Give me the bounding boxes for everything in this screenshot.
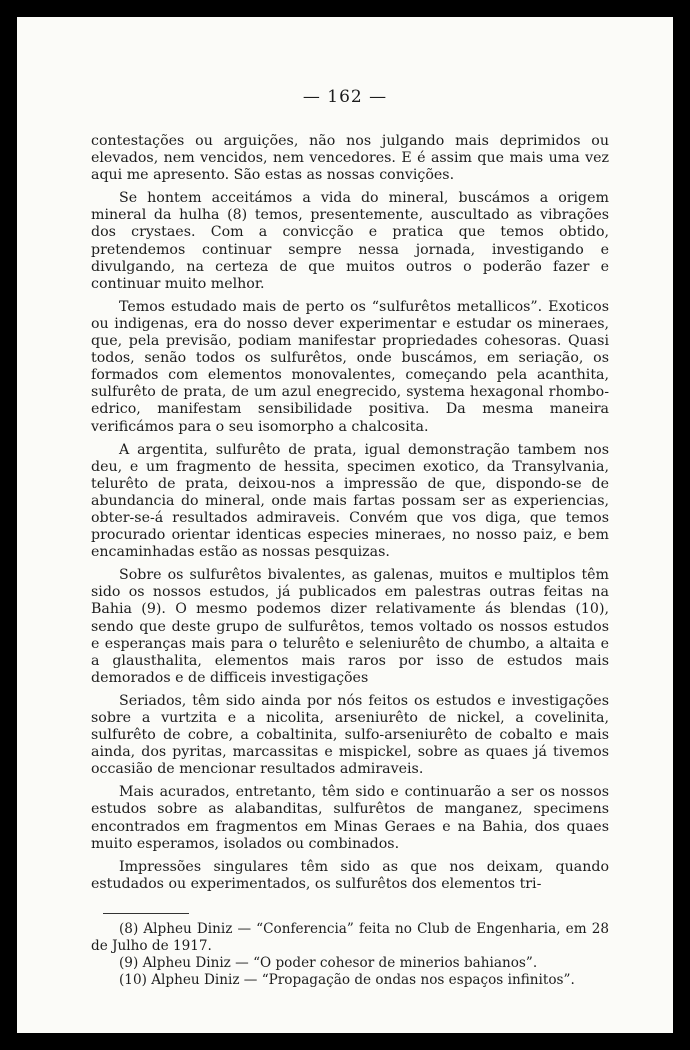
paragraph-5: Sobre os sulfurêtos bivalentes, as galenas, muitos e multiplos têm sido os nossos estudos, já publicados em palestras outras feitas na Bahia (9). O mesmo podemos dizer relativamente ás blendas (10), sendo que deste grupo de sulfurêtos, temos voltado os nossos estudos e esperanças mais para o telurêto e seleniurêto de chumbo, a altaita e a glausthalita, elementos mais raros por isso de estudos mais demorados e de difficeis investigações [91, 567, 609, 686]
body-text [91, 133, 609, 899]
footnote-rule [103, 913, 189, 914]
paragraph-7: Mais acurados, entretanto, têm sido e continuarão a ser os nossos estudos sobre as alabanditas, sulfurêtos de manganez, specimens encontrados em fragmentos em Minas Geraes e na Bahia, dos quaes muito esperamos, isolados ou combinados. [91, 784, 609, 852]
footnote-10: (10) Alpheu Diniz — “Propagação de ondas nos espaços infinitos”. [119, 972, 575, 988]
footnote-8: (8) Alpheu Diniz — “Conferencia” feita no Club de Engenharia, em 28 de Julho de 1917. [91, 921, 609, 954]
paragraph-4: A argentita, sulfurêto de prata, igual demonstração tambem nos deu, e um fragmento de hessita, specimen exotico, da Transylvania, telurêto de prata, deixou-nos a impressão de que, dispondo-se de abundancia do mineral, onde mais fartas possam ser as experiencias, obter-se-á resultados admiraveis. Convém que vos diga, que temos procurado orientar identicas especies mineraes, no nosso paiz, e bem encaminhadas estão as nossas pesquizas. [91, 441, 609, 561]
paragraph-6: Seriados, têm sido ainda por nós feitos os estudos e investigações sobre a vurtzita e a nicolita, arseniurêto de nickel, a covelinita, sulfurêto de cobre, a cobaltinita, sulfo-arseniurêto de cobalto e mais ainda, dos pyritas, marcassitas e mispickel, sobre as quaes já tivemos occasião de mencionar resultados admiraveis. [91, 692, 609, 778]
paragraph-2: Se hontem acceitámos a vida do mineral, buscámos a origem mineral da hulha (8) temos, presentemente, auscultado as vibrações dos crystaes. Com a convicção e pratica que temos obtido, pretendemos continuar sempre nessa jornada, investigando e divulgando, na certeza de que muitos outros o poderão fazer e continuar muito melhor. [91, 190, 609, 292]
page-number: — 162 — [302, 87, 388, 107]
paragraph-3: Temos estudado mais de perto os “sulfurêtos metallicos”. Exoticos ou indigenas, era do nosso dever experimentar e estudar os mineraes, que, pela previsão, podiam manifestar propriedades cohesoras. Quasi todos, senão todos os sulfurêtos, onde buscámos, em seriação, os formados com elementos monovalentes, começando pela acanthita, sulfurêto de prata, de um azul enegrecido, systema hexagonal rhomboedrico, manifestam sensibilidade positiva. Da mesma maneira verificámos para o seu isomorpho a chalcosita. [91, 298, 609, 435]
paragraph-8: Impressões singulares têm sido as que nos deixam, quando estudados ou experimentados, os sulfurêtos dos elementos tri- [91, 858, 609, 892]
book-page [17, 17, 673, 1033]
paragraph-1: contestações ou arguições, não nos julgando mais deprimidos ou elevados, nem vencidos, nem vencedores. E é assim que mais uma vez aqui me apresento. São estas as nossas convições. [91, 133, 609, 184]
footnote-9: (9) Alpheu Diniz — “O poder cohesor de minerios bahianos”. [119, 955, 538, 971]
footnotes [91, 921, 609, 989]
